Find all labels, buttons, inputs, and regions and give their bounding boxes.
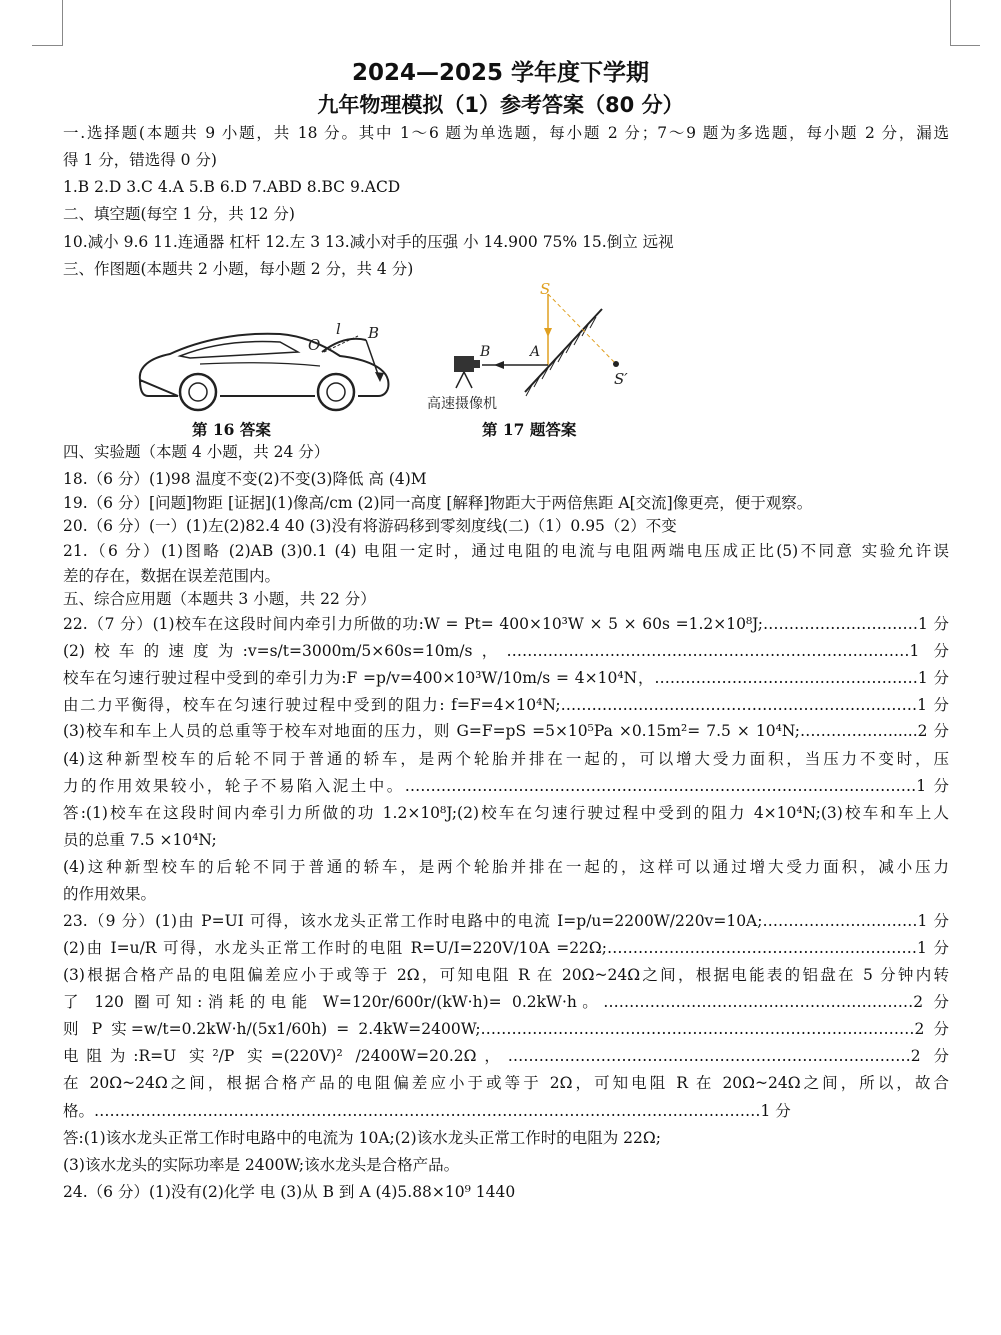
section-1-heading-cont: 得 1 分，错选得 0 分) bbox=[63, 151, 217, 169]
answer-22-summary-4-cont: 的作用效果。 bbox=[63, 885, 157, 903]
answer-22-summary-4: (4)这种新型校车的后轮不同于普通的轿车，是两个轮胎并排在一起的，这样可以通过增大受力面积，减小压力 bbox=[63, 858, 949, 876]
label-s: S bbox=[540, 282, 551, 298]
figure-16-caption: 第 16 答案 bbox=[192, 420, 271, 439]
answer-23-3-cont: 了 120 圈可知:消耗的电能 W=120r/600r/(kW·h)= 0.2kW·h。……………………………………………………2 分 bbox=[63, 993, 949, 1011]
answer-23-6-cont: 格。…………………………………………………………………………………………………………………1 分 bbox=[63, 1102, 791, 1120]
answer-22-summary-cont: 员的总重 7.5 ×10⁴N; bbox=[63, 831, 217, 849]
answer-22-4: 由二力平衡得，校车在匀速行驶过程中受到的阻力: f=F=4×10⁴N;……………………………………………………………1 分 bbox=[63, 696, 949, 714]
answer-24: 24.（6 分）(1)没有(2)化学 电 (3)从 B 到 A (4)5.88×10⁹ 1440 bbox=[63, 1183, 516, 1201]
crop-mark-top-right-horizontal bbox=[950, 45, 980, 46]
camera-body bbox=[454, 356, 474, 372]
answer-22-3: 校车在匀速行驶过程中受到的牵引力为:F =p/v=400×10³W/10m/s = 4×10⁴N，……………………………………………1 分 bbox=[63, 669, 949, 687]
answer-23-6: 在 20Ω~24Ω之间，根据合格产品的电阻偏差应小于或等于 2Ω，可知电阻 R 在 20Ω~24Ω之间，所以，故合 bbox=[63, 1074, 949, 1092]
figure-17-caption: 第 17 题答案 bbox=[482, 420, 577, 439]
virtual-ray bbox=[548, 294, 616, 364]
answer-22-6: (4)这种新型校车的后轮不同于普通的轿车，是两个轮胎并排在一起的，可以增大受力面积，当压力不变时，压 bbox=[63, 750, 949, 768]
answer-21-cont: 差的存在，数据在误差范围内。 bbox=[63, 567, 281, 585]
answer-20: 20.（6 分）(一）(1)左(2)82.4 40 (3)没有将游码移到零刻度线(二)（1）0.95（2）不变 bbox=[63, 517, 677, 535]
label-s-prime: S′ bbox=[614, 370, 628, 388]
car-front-wheel bbox=[180, 374, 216, 410]
section-4-heading: 四、实验题（本题 4 小题，共 24 分） bbox=[63, 443, 330, 461]
answer-19: 19.（6 分）[问题]物距 [证据](1)像高/cm (2)同一高度 [解释]物距大于两倍焦距 A[交流]像更亮，便于观察。 bbox=[63, 494, 813, 512]
answer-23-4: 则 P 实=w/t=0.2kW·h/(5x1/60h) = 2.4kW=2400W;…………………………………………………………………………2 分 bbox=[63, 1020, 949, 1038]
car-body-outline bbox=[140, 334, 389, 396]
answer-23-5: 电阻为:R=U 实²/P 实=(220V)² /2400W=20.2Ω，……………………………………………………………………2 分 bbox=[63, 1047, 949, 1065]
answer-22-summary: 答:(1)校车在这段时间内牵引力所做的功 1.2×10⁸J;(2)校车在匀速行驶过程中受到的阻力 4×10⁴N;(3)校车和车上人 bbox=[63, 804, 949, 822]
point-s-prime bbox=[613, 361, 619, 367]
answer-23-3: (3)根据合格产品的电阻偏差应小于或等于 2Ω，可知电阻 R 在 20Ω~24Ω之间，根据电能表的铝盘在 5 分钟内转 bbox=[63, 966, 949, 984]
answer-22-2: (2)校车的速度为:v=s/t=3000m/5×60s=10m/s，……………………………………………………………………1 分 bbox=[63, 642, 949, 660]
figure-16-car-diagram bbox=[130, 312, 400, 417]
lever-arm-l bbox=[324, 336, 358, 352]
crop-mark-top-left-vertical bbox=[62, 0, 63, 46]
answer-18: 18.（6 分）(1)98 温度不变(2)不变(3)降低 高 (4)M bbox=[63, 470, 427, 488]
choice-answers: 1.B 2.D 3.C 4.A 5.B 6.D 7.ABD 8.BC 9.ACD bbox=[63, 178, 401, 196]
answer-23-1: 23.（9 分）(1)由 P=UI 可得，该水龙头正常工作时电路中的电流 I=p/u=2200W/220v=10A;…………………………1 分 bbox=[63, 912, 949, 930]
label-o: O bbox=[308, 336, 321, 354]
page-subtitle: 九年物理模拟（1）参考答案（80 分） bbox=[317, 93, 684, 117]
answer-21: 21.（6 分）(1)图略 (2)AB (3)0.1 (4) 电阻一定时，通过电阻的电流与电阻两端电压成正比(5)不同意 实验允许误 bbox=[63, 542, 949, 560]
answer-22-1: 22.（7 分）(1)校车在这段时间内牵引力所做的功:W = Pt= 400×10³W × 5 × 60s =1.2×10⁸J;…………………………1 分 bbox=[63, 615, 949, 633]
crop-mark-top-left-horizontal bbox=[32, 45, 62, 46]
answer-23-summary: 答:(1)该水龙头正常工作时电路中的电流为 10A;(2)该水龙头正常工作时的电阻为 22Ω; bbox=[63, 1129, 661, 1147]
answer-23-summary-cont: (3)该水龙头的实际功率是 2400W;该水龙头是合格产品。 bbox=[63, 1156, 460, 1174]
section-1-heading: 一.选择题(本题共 9 小题，共 18 分。其中 1～6 题为单选题，每小题 2 分；7～9 题为多选题，每小题 2 分，漏选 bbox=[63, 124, 949, 142]
answer-23-2: (2)由 I=u/R 可得，水龙头正常工作时的电阻 R=U/I=220V/10A =22Ω;……………………………………………………1 分 bbox=[63, 939, 949, 957]
camera-label: 高速摄像机 bbox=[427, 396, 497, 412]
label-b: B bbox=[368, 324, 380, 342]
label-a: A bbox=[530, 344, 541, 360]
section-5-heading: 五、综合应用题（本题共 3 小题，共 22 分） bbox=[63, 590, 376, 608]
label-b: B bbox=[480, 344, 491, 360]
crop-mark-top-right-vertical bbox=[950, 0, 951, 46]
car-rear-wheel bbox=[318, 374, 354, 410]
figure-17-mirror-diagram bbox=[420, 282, 640, 412]
answer-22-6-cont: 力的作用效果较小，轮子不易陷入泥土中。………………………………………………………………………………………1 分 bbox=[63, 777, 949, 795]
section-3-heading: 三、作图题(本题共 2 小题，每小题 2 分，共 4 分) bbox=[63, 260, 414, 278]
section-2-heading: 二、填空题(每空 1 分，共 12 分) bbox=[63, 205, 295, 223]
answer-22-5: (3)校车和车上人员的总重等于校车对地面的压力，则 G=F=pS =5×10⁵Pa ×0.15m²= 7.5 × 10⁴N;……………….....2 分 bbox=[63, 722, 949, 740]
fill-answers: 10.减小 9.6 11.连通器 杠杆 12.左 3 13.减小对手的压强 小 14.900 75% 15.倒立 远视 bbox=[63, 233, 674, 251]
car-side-stripe bbox=[200, 363, 320, 366]
label-l: l bbox=[336, 320, 341, 338]
page-title: 2024—2025 学年度下学期 bbox=[351, 60, 650, 86]
